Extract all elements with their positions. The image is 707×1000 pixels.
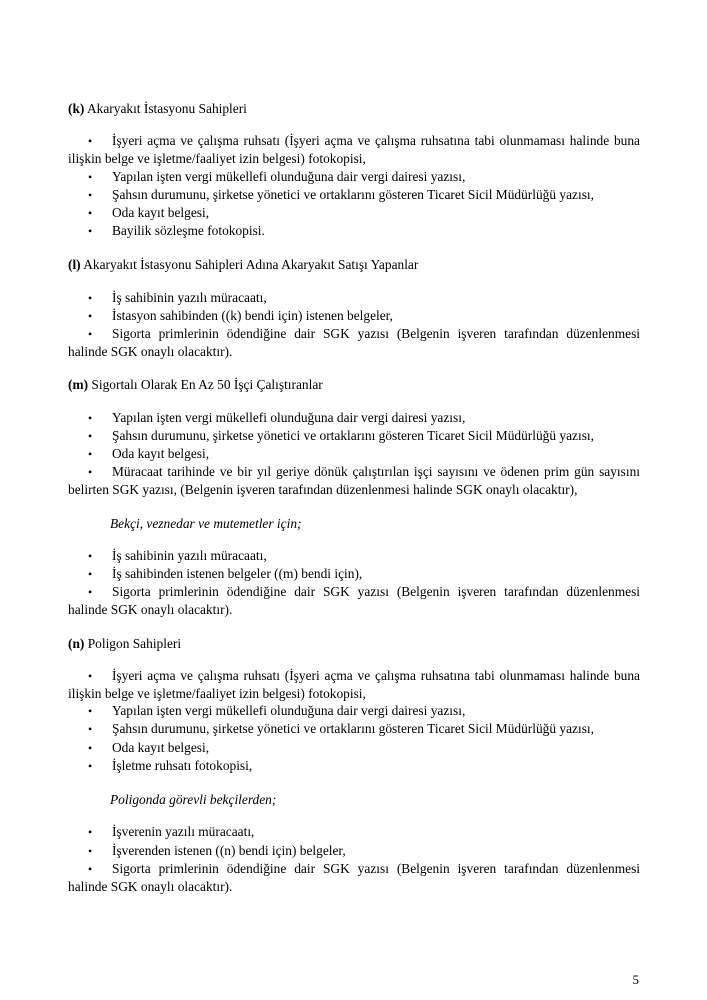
list-item bbox=[68, 132, 640, 167]
list-item bbox=[68, 757, 640, 775]
list-item-text: İşverenden istenen ((n) bendi için) belgeler, bbox=[112, 842, 346, 858]
section-letter: (l) bbox=[68, 257, 81, 273]
section-letter: (m) bbox=[68, 377, 89, 393]
list-item-text: İşyeri açma ve çalışma ruhsatı (İşyeri açma ve çalışma ruhsatına tabi olunmaması halinde buna ilişkin belge ve işletme/faaliyet izin belgesi) fotokopisi, bbox=[68, 133, 640, 167]
bullet-icon: • bbox=[88, 169, 93, 184]
section-title: Poligon Sahipleri bbox=[84, 635, 182, 651]
list-item bbox=[68, 186, 640, 204]
section-letter: (k) bbox=[68, 101, 85, 116]
bullet-list bbox=[68, 132, 640, 240]
bullet-icon: • bbox=[88, 410, 93, 425]
bullet-icon: • bbox=[88, 704, 93, 719]
list-item bbox=[68, 307, 640, 325]
bullet-list bbox=[68, 289, 640, 361]
list-item-text: İş sahibinin yazılı müracaatı, bbox=[112, 289, 267, 305]
bullet-icon: • bbox=[88, 447, 93, 462]
list-item bbox=[68, 720, 640, 738]
bullet-icon: • bbox=[88, 465, 93, 480]
section-title: Sigortalı Olarak En Az 50 İşçi Çalıştıranlar bbox=[88, 377, 323, 393]
bullet-icon: • bbox=[88, 206, 93, 221]
bullet-icon: • bbox=[88, 134, 93, 149]
bullet-icon: • bbox=[88, 758, 93, 773]
bullet-icon: • bbox=[88, 224, 93, 239]
list-item bbox=[68, 739, 640, 757]
section-heading bbox=[68, 100, 640, 117]
bullet-icon: • bbox=[88, 290, 93, 305]
bullet-list bbox=[68, 409, 640, 499]
list-item-text: Şahsın durumunu, şirketse yönetici ve ortaklarını gösteren Ticaret Sicil Müdürlüğü yazısı, bbox=[112, 721, 594, 737]
bullet-icon: • bbox=[88, 722, 93, 737]
list-item-text: İş sahibinin yazılı müracaatı, bbox=[112, 547, 267, 563]
list-item-text: İşyeri açma ve çalışma ruhsatı (İşyeri açma ve çalışma ruhsatına tabi olunmaması halinde buna ilişkin belge ve işletme/faaliyet izin belgesi) fotokopisi, bbox=[68, 667, 640, 702]
section-heading bbox=[68, 376, 640, 393]
list-item bbox=[68, 860, 640, 895]
list-item bbox=[68, 409, 640, 427]
bullet-list bbox=[68, 823, 640, 895]
section-n bbox=[68, 635, 640, 895]
subheading: Poligonda görevli bekçilerden; bbox=[110, 792, 277, 808]
list-item bbox=[68, 427, 640, 445]
bullet-icon: • bbox=[88, 861, 93, 876]
list-item bbox=[68, 667, 640, 702]
list-item bbox=[68, 702, 640, 720]
list-item-text: İstasyon sahibinden ((k) bendi için) istenen belgeler, bbox=[112, 307, 393, 323]
list-item bbox=[68, 325, 640, 360]
bullet-icon: • bbox=[88, 567, 93, 582]
list-item-text: Oda kayıt belgesi, bbox=[112, 205, 210, 221]
list-item-text: Bayilik sözleşme fotokopisi. bbox=[112, 223, 265, 239]
list-item-text: Yapılan işten vergi mükellefi olunduğuna dair vergi dairesi yazısı, bbox=[112, 409, 466, 425]
section-l bbox=[68, 256, 640, 360]
page-content bbox=[68, 100, 640, 911]
list-item bbox=[68, 547, 640, 565]
bullet-icon: • bbox=[88, 187, 93, 202]
list-item bbox=[68, 842, 640, 860]
list-item-text: İşverenin yazılı müracaatı, bbox=[112, 824, 255, 840]
bullet-icon: • bbox=[88, 825, 93, 840]
bullet-list bbox=[68, 667, 640, 775]
bullet-icon: • bbox=[88, 548, 93, 563]
list-item bbox=[68, 204, 640, 222]
list-item bbox=[68, 445, 640, 463]
section-heading bbox=[68, 256, 640, 273]
list-item-text: Sigorta primlerinin ödendiğine dair SGK yazısı (Belgenin işveren tarafından düzenlenmesi halinde SGK onaylı olacaktır). bbox=[68, 860, 640, 894]
subheading: Bekçi, veznedar ve mutemetler için; bbox=[110, 515, 302, 531]
list-item bbox=[68, 168, 640, 186]
list-item bbox=[68, 583, 640, 618]
list-item-text: Yapılan işten vergi mükellefi olunduğuna dair vergi dairesi yazısı, bbox=[112, 703, 466, 719]
list-item-text: Oda kayıt belgesi, bbox=[112, 739, 210, 755]
list-item-text: Sigorta primlerinin ödendiğine dair SGK yazısı (Belgenin işveren tarafından düzenlenmesi halinde SGK onaylı olacaktır). bbox=[68, 584, 640, 618]
list-item-text: İş sahibinden istenen belgeler ((m) bendi için), bbox=[112, 566, 363, 582]
list-item bbox=[68, 222, 640, 240]
list-item-text: İşletme ruhsatı fotokopisi, bbox=[112, 757, 253, 773]
list-item-text: Oda kayıt belgesi, bbox=[112, 446, 210, 462]
bullet-icon: • bbox=[88, 308, 93, 323]
list-item-text: Müracaat tarihinde ve bir yıl geriye dönük çalıştırılan işçi sayısını ve ödenen prim gün sayısını belirten SGK yazısı, (Belgenin işveren tarafından düzenlenmesi halinde SGK onaylı olacaktır), bbox=[68, 464, 640, 498]
section-m bbox=[68, 376, 640, 618]
section-letter: (n) bbox=[68, 635, 85, 651]
section-title: Akaryakıt İstasyonu Sahipleri Adına Akaryakıt Satışı Yapanlar bbox=[80, 257, 419, 273]
page-number: 5 bbox=[632, 972, 639, 987]
section-k bbox=[68, 100, 640, 240]
bullet-icon: • bbox=[88, 843, 93, 858]
bullet-icon: • bbox=[88, 585, 93, 600]
list-item-text: Şahsın durumunu, şirketse yönetici ve ortaklarını gösteren Ticaret Sicil Müdürlüğü yazısı, bbox=[112, 427, 594, 443]
list-item-text: Sigorta primlerinin ödendiğine dair SGK yazısı (Belgenin işveren tarafından düzenlenmesi halinde SGK onaylı olacaktır). bbox=[68, 326, 640, 360]
bullet-list bbox=[68, 547, 640, 619]
list-item bbox=[68, 823, 640, 841]
bullet-icon: • bbox=[88, 327, 93, 342]
section-title: Akaryakıt İstasyonu Sahipleri bbox=[84, 101, 247, 116]
bullet-icon: • bbox=[88, 428, 93, 443]
bullet-icon: • bbox=[88, 740, 93, 755]
list-item bbox=[68, 289, 640, 307]
list-item-text: Şahsın durumunu, şirketse yönetici ve ortaklarını gösteren Ticaret Sicil Müdürlüğü yazısı, bbox=[112, 186, 594, 202]
list-item bbox=[68, 463, 640, 498]
bullet-icon: • bbox=[88, 668, 93, 683]
list-item-text: Yapılan işten vergi mükellefi olunduğuna dair vergi dairesi yazısı, bbox=[112, 168, 466, 184]
section-heading bbox=[68, 635, 640, 652]
list-item bbox=[68, 565, 640, 583]
